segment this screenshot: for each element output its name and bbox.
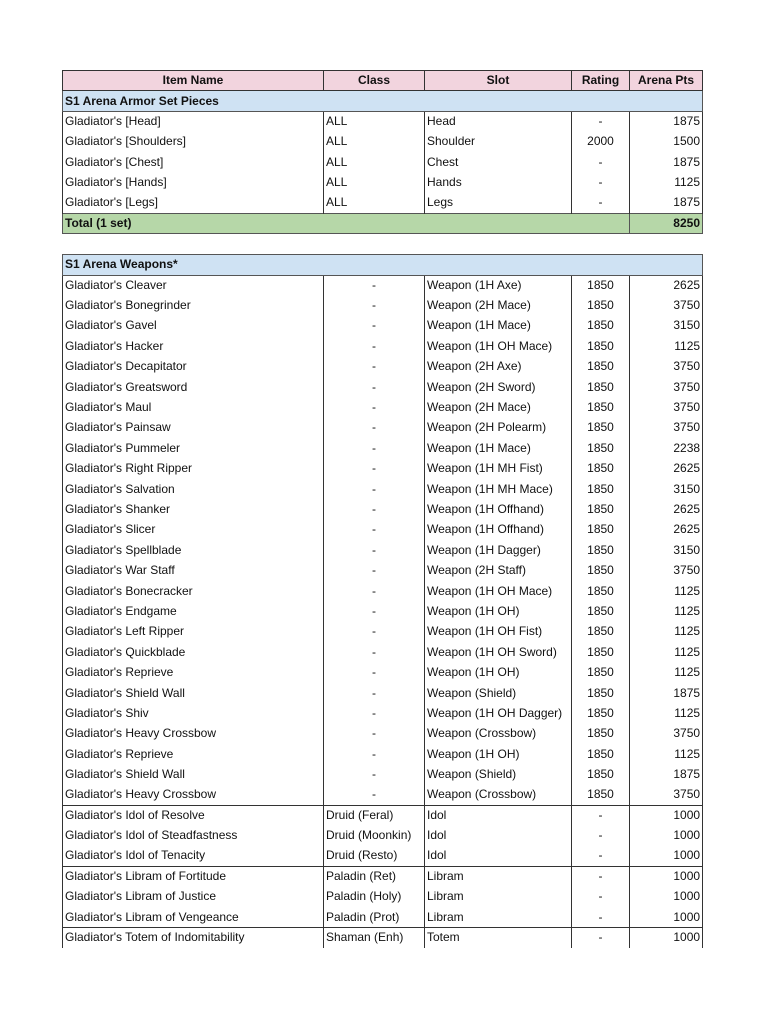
slot-cell: Libram xyxy=(425,866,572,886)
slot-cell: Weapon (1H MH Fist) xyxy=(425,459,572,479)
rating-cell: 1850 xyxy=(572,520,630,540)
class-cell: - xyxy=(324,397,425,417)
class-cell: - xyxy=(324,418,425,438)
table-row xyxy=(63,418,703,438)
arena-pts-cell: 1875 xyxy=(630,193,703,213)
table-row xyxy=(63,764,703,784)
weapons-table xyxy=(62,254,703,948)
arena-pts-cell: 3750 xyxy=(630,295,703,315)
armor-section-title: S1 Arena Armor Set Pieces xyxy=(63,91,703,111)
weapons-section-title: S1 Arena Weapons* xyxy=(63,255,703,275)
rating-cell: 1850 xyxy=(572,459,630,479)
item-name-cell: Gladiator's [Chest] xyxy=(63,152,324,172)
table-row xyxy=(63,703,703,723)
table-row xyxy=(63,275,703,295)
table-row xyxy=(63,172,703,192)
arena-pts-cell: 3750 xyxy=(630,397,703,417)
rating-cell: 1850 xyxy=(572,275,630,295)
slot-cell: Libram xyxy=(425,907,572,927)
slot-cell: Chest xyxy=(425,152,572,172)
class-cell: - xyxy=(324,275,425,295)
arena-pts-cell: 3750 xyxy=(630,377,703,397)
class-cell: Paladin (Prot) xyxy=(324,907,425,927)
arena-pts-cell: 3150 xyxy=(630,540,703,560)
slot-cell: Weapon (Crossbow) xyxy=(425,785,572,805)
arena-pts-cell: 3150 xyxy=(630,479,703,499)
table-row xyxy=(63,438,703,458)
item-name-cell: Gladiator's Reprieve xyxy=(63,744,324,764)
class-cell: Druid (Feral) xyxy=(324,805,425,825)
table-row xyxy=(63,479,703,499)
arena-pts-cell: 1000 xyxy=(630,887,703,907)
item-name-cell: Gladiator's Endgame xyxy=(63,601,324,621)
table-row xyxy=(63,928,703,948)
arena-pts-cell: 1000 xyxy=(630,805,703,825)
arena-pts-cell: 3750 xyxy=(630,724,703,744)
rating-cell: 1850 xyxy=(572,581,630,601)
class-cell: - xyxy=(324,479,425,499)
item-name-cell: Gladiator's Totem of Indomitability xyxy=(63,928,324,948)
item-name-cell: Gladiator's Decapitator xyxy=(63,357,324,377)
slot-cell: Weapon (Crossbow) xyxy=(425,724,572,744)
table-row xyxy=(63,152,703,172)
rating-cell: 1850 xyxy=(572,642,630,662)
class-cell: - xyxy=(324,601,425,621)
class-cell: - xyxy=(324,724,425,744)
item-name-cell: Gladiator's Shiv xyxy=(63,703,324,723)
rating-cell: 1850 xyxy=(572,316,630,336)
table-row xyxy=(63,724,703,744)
rating-cell: - xyxy=(572,928,630,948)
table-row xyxy=(63,357,703,377)
class-cell: - xyxy=(324,785,425,805)
class-cell: Druid (Resto) xyxy=(324,846,425,866)
item-name-cell: Gladiator's Libram of Fortitude xyxy=(63,866,324,886)
item-name-cell: Gladiator's Libram of Vengeance xyxy=(63,907,324,927)
header-item-name: Item Name xyxy=(63,71,324,91)
table-row xyxy=(63,846,703,866)
arena-pts-cell: 3150 xyxy=(630,316,703,336)
table-row xyxy=(63,377,703,397)
rating-cell: 1850 xyxy=(572,785,630,805)
arena-pts-cell: 1500 xyxy=(630,132,703,152)
arena-pts-cell: 1125 xyxy=(630,744,703,764)
arena-pts-cell: 1125 xyxy=(630,703,703,723)
item-name-cell: Gladiator's Salvation xyxy=(63,479,324,499)
class-cell: ALL xyxy=(324,193,425,213)
class-cell: - xyxy=(324,683,425,703)
item-name-cell: Gladiator's Hacker xyxy=(63,336,324,356)
arena-pts-cell: 2625 xyxy=(630,459,703,479)
slot-cell: Head xyxy=(425,111,572,131)
rating-cell: 1850 xyxy=(572,540,630,560)
rating-cell: 1850 xyxy=(572,295,630,315)
rating-cell: 1850 xyxy=(572,764,630,784)
rating-cell: - xyxy=(572,152,630,172)
item-name-cell: Gladiator's [Shoulders] xyxy=(63,132,324,152)
class-cell: Druid (Moonkin) xyxy=(324,826,425,846)
rating-cell: 1850 xyxy=(572,744,630,764)
arena-pts-cell: 3750 xyxy=(630,560,703,580)
class-cell: - xyxy=(324,499,425,519)
arena-pts-cell: 1125 xyxy=(630,662,703,682)
item-name-cell: Gladiator's Idol of Resolve xyxy=(63,805,324,825)
table-row xyxy=(63,826,703,846)
item-name-cell: Gladiator's [Hands] xyxy=(63,172,324,192)
armor-table xyxy=(62,70,703,234)
rating-cell: 1850 xyxy=(572,357,630,377)
class-cell: - xyxy=(324,520,425,540)
header-rating: Rating xyxy=(572,71,630,91)
armor-section-header xyxy=(63,91,703,111)
arena-pts-cell: 1875 xyxy=(630,764,703,784)
arena-pts-cell: 1875 xyxy=(630,152,703,172)
arena-pts-cell: 1875 xyxy=(630,683,703,703)
item-name-cell: Gladiator's Heavy Crossbow xyxy=(63,724,324,744)
item-name-cell: Gladiator's Idol of Steadfastness xyxy=(63,826,324,846)
class-cell: - xyxy=(324,703,425,723)
arena-pts-cell: 1125 xyxy=(630,581,703,601)
item-name-cell: Gladiator's Shield Wall xyxy=(63,764,324,784)
arena-pts-cell: 2625 xyxy=(630,275,703,295)
slot-cell: Weapon (2H Axe) xyxy=(425,357,572,377)
rating-cell: 1850 xyxy=(572,724,630,744)
class-cell: - xyxy=(324,744,425,764)
slot-cell: Weapon (Shield) xyxy=(425,683,572,703)
arena-pts-cell: 3750 xyxy=(630,418,703,438)
table-row xyxy=(63,499,703,519)
table-row xyxy=(63,601,703,621)
slot-cell: Weapon (2H Mace) xyxy=(425,397,572,417)
slot-cell: Weapon (1H OH Mace) xyxy=(425,581,572,601)
rating-cell: 1850 xyxy=(572,377,630,397)
spreadsheet xyxy=(62,70,702,948)
item-name-cell: Gladiator's Quickblade xyxy=(63,642,324,662)
total-value: 8250 xyxy=(630,213,703,233)
class-cell: ALL xyxy=(324,152,425,172)
class-cell: - xyxy=(324,438,425,458)
rating-cell: 1850 xyxy=(572,622,630,642)
class-cell: - xyxy=(324,581,425,601)
item-name-cell: Gladiator's Bonegrinder xyxy=(63,295,324,315)
class-cell: - xyxy=(324,560,425,580)
item-name-cell: Gladiator's Idol of Tenacity xyxy=(63,846,324,866)
table-row xyxy=(63,887,703,907)
class-cell: - xyxy=(324,336,425,356)
item-name-cell: Gladiator's [Legs] xyxy=(63,193,324,213)
item-name-cell: Gladiator's Shield Wall xyxy=(63,683,324,703)
slot-cell: Shoulder xyxy=(425,132,572,152)
rating-cell: - xyxy=(572,887,630,907)
arena-pts-cell: 3750 xyxy=(630,785,703,805)
item-name-cell: Gladiator's Reprieve xyxy=(63,662,324,682)
item-name-cell: Gladiator's Greatsword xyxy=(63,377,324,397)
table-row xyxy=(63,785,703,805)
header-arena-pts: Arena Pts xyxy=(630,71,703,91)
table-row xyxy=(63,540,703,560)
class-cell: - xyxy=(324,295,425,315)
table-row xyxy=(63,520,703,540)
item-name-cell: Gladiator's Cleaver xyxy=(63,275,324,295)
slot-cell: Idol xyxy=(425,846,572,866)
slot-cell: Hands xyxy=(425,172,572,192)
arena-pts-cell: 1000 xyxy=(630,866,703,886)
table-row xyxy=(63,744,703,764)
slot-cell: Legs xyxy=(425,193,572,213)
table-row xyxy=(63,316,703,336)
rating-cell: 1850 xyxy=(572,499,630,519)
arena-pts-cell: 1000 xyxy=(630,846,703,866)
rating-cell: - xyxy=(572,846,630,866)
rating-cell: 1850 xyxy=(572,601,630,621)
table-row xyxy=(63,560,703,580)
slot-cell: Weapon (1H OH Dagger) xyxy=(425,703,572,723)
arena-pts-cell: 1000 xyxy=(630,928,703,948)
class-cell: Shaman (Enh) xyxy=(324,928,425,948)
slot-cell: Weapon (1H OH Sword) xyxy=(425,642,572,662)
rating-cell: 1850 xyxy=(572,397,630,417)
item-name-cell: Gladiator's Right Ripper xyxy=(63,459,324,479)
class-cell: - xyxy=(324,357,425,377)
rating-cell: 1850 xyxy=(572,662,630,682)
arena-pts-cell: 1125 xyxy=(630,642,703,662)
rating-cell: 1850 xyxy=(572,479,630,499)
arena-pts-cell: 2625 xyxy=(630,520,703,540)
table-row xyxy=(63,642,703,662)
rating-cell: 2000 xyxy=(572,132,630,152)
table-row xyxy=(63,622,703,642)
table-row xyxy=(63,805,703,825)
rating-cell: - xyxy=(572,907,630,927)
arena-pts-cell: 1875 xyxy=(630,111,703,131)
item-name-cell: Gladiator's War Staff xyxy=(63,560,324,580)
table-row xyxy=(63,581,703,601)
table-row xyxy=(63,662,703,682)
arena-pts-cell: 2625 xyxy=(630,499,703,519)
header-row xyxy=(63,71,703,91)
arena-pts-cell: 2238 xyxy=(630,438,703,458)
item-name-cell: Gladiator's Painsaw xyxy=(63,418,324,438)
table-gap xyxy=(62,234,702,254)
arena-pts-cell: 1125 xyxy=(630,336,703,356)
slot-cell: Idol xyxy=(425,805,572,825)
table-row xyxy=(63,336,703,356)
slot-cell: Weapon (1H MH Mace) xyxy=(425,479,572,499)
slot-cell: Weapon (1H OH) xyxy=(425,601,572,621)
class-cell: - xyxy=(324,377,425,397)
rating-cell: 1850 xyxy=(572,560,630,580)
item-name-cell: Gladiator's Gavel xyxy=(63,316,324,336)
slot-cell: Weapon (2H Polearm) xyxy=(425,418,572,438)
arena-pts-cell: 1000 xyxy=(630,907,703,927)
slot-cell: Weapon (2H Mace) xyxy=(425,295,572,315)
class-cell: - xyxy=(324,764,425,784)
table-row xyxy=(63,132,703,152)
rating-cell: - xyxy=(572,805,630,825)
header-slot: Slot xyxy=(425,71,572,91)
rating-cell: - xyxy=(572,826,630,846)
header-class: Class xyxy=(324,71,425,91)
table-row xyxy=(63,111,703,131)
rating-cell: 1850 xyxy=(572,418,630,438)
arena-pts-cell: 1000 xyxy=(630,826,703,846)
total-row xyxy=(63,213,703,233)
weapons-section-header xyxy=(63,255,703,275)
class-cell: - xyxy=(324,622,425,642)
rating-cell: - xyxy=(572,172,630,192)
rating-cell: 1850 xyxy=(572,336,630,356)
slot-cell: Weapon (1H OH) xyxy=(425,662,572,682)
class-cell: - xyxy=(324,642,425,662)
class-cell: ALL xyxy=(324,132,425,152)
arena-pts-cell: 1125 xyxy=(630,172,703,192)
item-name-cell: Gladiator's Bonecracker xyxy=(63,581,324,601)
table-row xyxy=(63,295,703,315)
class-cell: ALL xyxy=(324,172,425,192)
slot-cell: Weapon (Shield) xyxy=(425,764,572,784)
slot-cell: Totem xyxy=(425,928,572,948)
slot-cell: Weapon (1H Mace) xyxy=(425,438,572,458)
total-label: Total (1 set) xyxy=(63,213,630,233)
arena-pts-cell: 1125 xyxy=(630,601,703,621)
arena-pts-cell: 1125 xyxy=(630,622,703,642)
item-name-cell: Gladiator's Spellblade xyxy=(63,540,324,560)
class-cell: - xyxy=(324,662,425,682)
class-cell: Paladin (Holy) xyxy=(324,887,425,907)
rating-cell: 1850 xyxy=(572,703,630,723)
table-row xyxy=(63,459,703,479)
item-name-cell: Gladiator's Pummeler xyxy=(63,438,324,458)
slot-cell: Weapon (1H Axe) xyxy=(425,275,572,295)
slot-cell: Weapon (1H OH Fist) xyxy=(425,622,572,642)
slot-cell: Weapon (1H Offhand) xyxy=(425,499,572,519)
table-row xyxy=(63,866,703,886)
item-name-cell: Gladiator's Slicer xyxy=(63,520,324,540)
rating-cell: 1850 xyxy=(572,438,630,458)
class-cell: ALL xyxy=(324,111,425,131)
class-cell: Paladin (Ret) xyxy=(324,866,425,886)
slot-cell: Libram xyxy=(425,887,572,907)
item-name-cell: Gladiator's Heavy Crossbow xyxy=(63,785,324,805)
item-name-cell: Gladiator's Shanker xyxy=(63,499,324,519)
rating-cell: - xyxy=(572,866,630,886)
rating-cell: - xyxy=(572,193,630,213)
item-name-cell: Gladiator's Left Ripper xyxy=(63,622,324,642)
table-row xyxy=(63,683,703,703)
slot-cell: Weapon (1H OH) xyxy=(425,744,572,764)
item-name-cell: Gladiator's Libram of Justice xyxy=(63,887,324,907)
slot-cell: Weapon (1H Mace) xyxy=(425,316,572,336)
slot-cell: Weapon (1H Offhand) xyxy=(425,520,572,540)
rating-cell: - xyxy=(572,111,630,131)
slot-cell: Weapon (1H Dagger) xyxy=(425,540,572,560)
slot-cell: Weapon (2H Staff) xyxy=(425,560,572,580)
slot-cell: Weapon (1H OH Mace) xyxy=(425,336,572,356)
class-cell: - xyxy=(324,540,425,560)
table-row xyxy=(63,397,703,417)
item-name-cell: Gladiator's Maul xyxy=(63,397,324,417)
arena-pts-cell: 3750 xyxy=(630,357,703,377)
slot-cell: Weapon (2H Sword) xyxy=(425,377,572,397)
item-name-cell: Gladiator's [Head] xyxy=(63,111,324,131)
slot-cell: Idol xyxy=(425,826,572,846)
table-row xyxy=(63,193,703,213)
class-cell: - xyxy=(324,316,425,336)
rating-cell: 1850 xyxy=(572,683,630,703)
table-row xyxy=(63,907,703,927)
class-cell: - xyxy=(324,459,425,479)
